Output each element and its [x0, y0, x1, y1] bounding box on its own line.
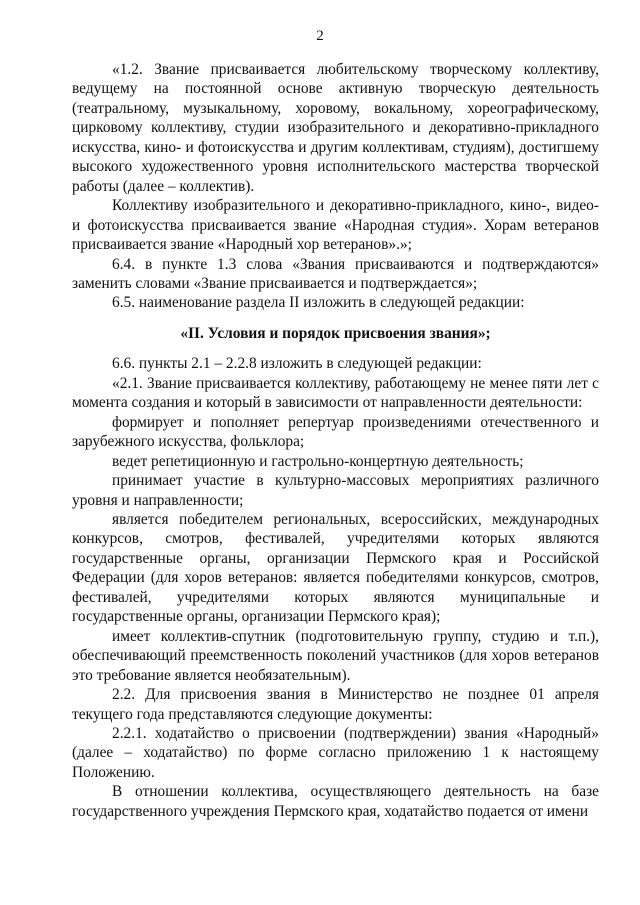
paragraph-satellite: имеет коллектив-спутник (подготовительную группу, студию и т.п.), обеспечивающий преемственность поколений участников (для хоров ветеранов это требование является необязательным).	[72, 627, 599, 684]
paragraph-winner: является победителем региональных, всероссийских, международных конкурсов, смотров, фестивалей, учредителями которых являются государственные органы, организации Пермского края и Российской Федерации (для хоров ветеранов: является победителями конкурсов, смотров, фестивалей, учредителями которых являются муниципальные и государственные органы, организации Пермского края);	[72, 510, 599, 626]
paragraph-2-2: 2.2. Для присвоения звания в Министерство не позднее 01 апреля текущего года представляются следующие документы:	[72, 686, 599, 723]
paragraph-6-6: 6.6. пункты 2.1 – 2.2.8 изложить в следующей редакции:	[112, 355, 482, 373]
section-heading: «II. Условия и порядок присвоения звания»;	[180, 324, 491, 342]
paragraph-events: принимает участие в культурно-массовых мероприятиях различного уровня и направленности;	[72, 472, 599, 509]
paragraph-state-institution: В отношении коллектива, осуществляющего деятельность на базе государственного учреждения Пермского края, ходатайство подается от имени	[72, 783, 599, 820]
paragraph-6-5: 6.5. наименование раздела II изложить в следующей редакции:	[112, 294, 525, 312]
paragraph-1-2: «1.2. Звание присваивается любительскому творческому коллективу, ведущему на постоянной основе активную творческую деятельность (театральному, музыкальному, хоровому, вокальному, хореографическому, цирковому коллективу, студии изобразительного и декоративно-прикладного искусства, кино- и фотоискусства и другим коллективам, студиям), достигшему высокого художественного уровня исполнительского мастерства творческой работы (далее – коллектив).	[72, 61, 599, 195]
paragraph-2-1: «2.1. Звание присваивается коллективу, работающему не менее пяти лет с момента создания и который в зависимости от направленности деятельности:	[72, 374, 599, 412]
paragraph-rehearsal: ведет репетиционную и гастрольно-концертную деятельность;	[112, 452, 524, 470]
paragraph-studio-title: Коллективу изобразительного и декоративно-прикладного, кино-, видео- и фотоискусства присваивается звание «Народная студия». Хорам ветеранов присваивается звание «Народный хор ветеранов».»;	[72, 197, 599, 254]
page-number: 2	[316, 28, 324, 44]
paragraph-2-2-1: 2.2.1. ходатайство о присвоении (подтверждении) звания «Народный» (далее – ходатайство) по форме согласно приложению 1 к настоящему Положению.	[72, 724, 599, 781]
paragraph-repertoire: формирует и пополняет репертуар произведениями отечественного и зарубежного искусства, фольклора;	[72, 413, 599, 451]
paragraph-6-4: 6.4. в пункте 1.3 слова «Звания присваиваются и подтверждаются» заменить словами «Звание присваивается и подтверждается»;	[72, 255, 599, 292]
document-body	[72, 60, 599, 821]
